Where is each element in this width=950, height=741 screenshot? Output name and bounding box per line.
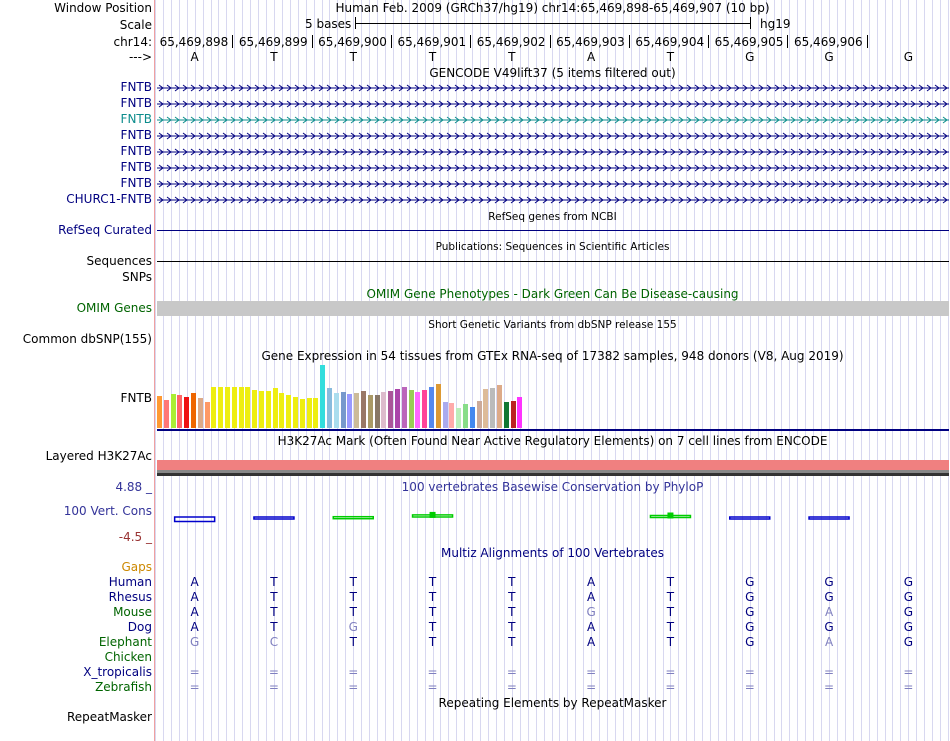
reference-base: G [745, 50, 755, 64]
multiz-track-title: Multiz Alignments of 100 Vertebrates [440, 546, 665, 560]
dbsnp-track-title: Short Genetic Variants from dbSNP release 155 [428, 319, 677, 331]
gencode-transcript-label[interactable]: FNTB [120, 128, 152, 142]
multiz-aligned-base: T [428, 605, 437, 619]
gencode-transcript-label[interactable]: FNTB [120, 112, 152, 126]
reference-base: T [349, 50, 357, 64]
phylop-score-peak [667, 513, 673, 519]
multiz-aligned-base: G [824, 620, 834, 634]
phylop-score-mark [254, 517, 294, 519]
multiz-aligned-base: = [506, 680, 517, 694]
omim-track-label[interactable]: OMIM Genes [76, 301, 152, 315]
multiz-aligned-base: T [349, 575, 357, 589]
multiz-species-label[interactable]: X_tropicalis [83, 665, 152, 679]
window-position-label: Window Position [54, 1, 152, 15]
multiz-aligned-base: = [744, 680, 755, 694]
multiz-aligned-base: A [587, 590, 596, 604]
multiz-aligned-base: T [270, 575, 278, 589]
phylop-min-label: -4.5 _ [118, 530, 152, 544]
multiz-species-label[interactable]: Elephant [98, 635, 152, 649]
h3k27ac-track-title: H3K27Ac Mark (Often Found Near Active Regulatory Elements) on 7 cell lines from ENCODE [277, 434, 828, 448]
multiz-species-label[interactable]: Human [108, 575, 152, 589]
multiz-aligned-base: T [508, 575, 516, 589]
multiz-aligned-base: G [745, 635, 755, 649]
phylop-score-mark [809, 517, 849, 519]
multiz-aligned-base: = [268, 665, 279, 679]
multiz-aligned-base: T [508, 635, 516, 649]
multiz-aligned-base: A [190, 605, 199, 619]
multiz-aligned-base: A [587, 620, 596, 634]
phylop-score-mark [333, 517, 373, 519]
multiz-aligned-base: G [586, 605, 596, 619]
multiz-aligned-base: A [190, 620, 199, 634]
snps-track-label[interactable]: SNPs [122, 270, 152, 284]
reference-base: A [587, 50, 596, 64]
multiz-aligned-base: G [903, 590, 913, 604]
multiz-species-label[interactable]: Chicken [104, 650, 152, 664]
multiz-aligned-base: G [745, 590, 755, 604]
multiz-aligned-base: A [587, 635, 596, 649]
coordinate-label: 65,469,905 [714, 35, 784, 49]
multiz-aligned-base: = [506, 665, 517, 679]
multiz-aligned-base: T [270, 590, 278, 604]
multiz-aligned-base: G [824, 575, 834, 589]
coordinate-label: 65,469,901 [397, 35, 467, 49]
chrom-label: chr14: [113, 35, 152, 49]
multiz-aligned-base: G [903, 575, 913, 589]
scale-db: hg19 [760, 17, 791, 31]
dbsnp-track-label[interactable]: Common dbSNP(155) [22, 332, 152, 346]
multiz-aligned-base: G [745, 605, 755, 619]
multiz-aligned-base: T [666, 620, 675, 634]
multiz-aligned-base: = [348, 680, 359, 694]
multiz-aligned-base: T [666, 575, 675, 589]
multiz-aligned-base: T [666, 635, 675, 649]
multiz-aligned-base: A [190, 575, 199, 589]
multiz-aligned-base: = [903, 680, 914, 694]
multiz-aligned-base: A [824, 605, 834, 619]
multiz-aligned-base: G [903, 635, 913, 649]
gencode-track-title: GENCODE V49lift37 (5 items filtered out) [429, 66, 676, 80]
phylop-score-mark [175, 517, 215, 522]
multiz-aligned-base: T [428, 620, 437, 634]
multiz-aligned-base: G [189, 635, 200, 649]
multiz-aligned-base: G [903, 605, 913, 619]
multiz-aligned-base: T [349, 590, 357, 604]
gencode-transcript-label[interactable]: FNTB [120, 144, 152, 158]
multiz-aligned-base: G [348, 620, 358, 634]
multiz-aligned-base: = [189, 680, 200, 694]
reference-base: G [824, 50, 834, 64]
multiz-gaps-label: Gaps [121, 560, 152, 574]
multiz-aligned-base: T [349, 635, 357, 649]
gencode-transcript-label[interactable]: FNTB [120, 96, 152, 110]
scale-text: 5 bases [305, 17, 352, 31]
coordinate-label: 65,469,898 [159, 35, 229, 49]
multiz-aligned-base: T [508, 605, 516, 619]
repeatmasker-track-title: Repeating Elements by RepeatMasker [438, 696, 667, 710]
multiz-aligned-base: = [348, 665, 359, 679]
phylop-track-label[interactable]: 100 Vert. Cons [63, 504, 152, 518]
multiz-aligned-base: = [665, 680, 676, 694]
phylop-score-mark [730, 517, 770, 519]
multiz-aligned-base: = [189, 665, 200, 679]
coordinate-label: 65,469,906 [793, 35, 863, 49]
multiz-species-label[interactable]: Mouse [113, 605, 152, 619]
gencode-transcript-label[interactable]: CHURC1-FNTB [66, 192, 152, 206]
scale-label: Scale [119, 18, 152, 32]
reference-base: T [666, 50, 675, 64]
multiz-aligned-base: A [587, 575, 596, 589]
multiz-aligned-base: = [824, 665, 835, 679]
multiz-aligned-base: T [270, 620, 278, 634]
reference-base: A [190, 50, 199, 64]
multiz-aligned-base: G [903, 620, 913, 634]
h3k27ac-track-label[interactable]: Layered H3K27Ac [45, 449, 152, 463]
multiz-aligned-base: T [666, 590, 675, 604]
multiz-aligned-base: T [666, 605, 675, 619]
gtex-track-label[interactable]: FNTB [120, 391, 152, 405]
publications-track-title: Publications: Sequences in Scientific Articles [435, 241, 670, 253]
reference-base: T [428, 50, 437, 64]
assembly-title: Human Feb. 2009 (GRCh37/hg19) chr14:65,469,898-65,469,907 (10 bp) [335, 1, 770, 15]
multiz-aligned-base: A [824, 635, 834, 649]
multiz-aligned-base: = [586, 665, 597, 679]
multiz-aligned-base: A [190, 590, 199, 604]
multiz-aligned-base: = [665, 665, 676, 679]
multiz-aligned-base: T [270, 605, 278, 619]
refseq-track-label[interactable]: RefSeq Curated [58, 223, 152, 237]
reference-base: T [270, 50, 278, 64]
coordinate-label: 65,469,902 [476, 35, 546, 49]
multiz-aligned-base: = [744, 665, 755, 679]
multiz-species-label[interactable]: Zebrafish [95, 680, 152, 694]
reference-base: G [903, 50, 913, 64]
gencode-transcript-label[interactable]: FNTB [120, 176, 152, 190]
multiz-aligned-base: T [428, 575, 437, 589]
coordinate-label: 65,469,903 [556, 35, 625, 49]
multiz-species-label[interactable]: Dog [127, 620, 152, 634]
gencode-transcript-label[interactable]: FNTB [120, 80, 152, 94]
multiz-aligned-base: = [586, 680, 597, 694]
phylop-track-title: 100 vertebrates Basewise Conservation by PhyloP [401, 480, 704, 494]
omim-track-title: OMIM Gene Phenotypes - Dark Green Can Be Disease-causing [366, 287, 739, 301]
gencode-transcript-label[interactable]: FNTB [120, 160, 152, 174]
multiz-aligned-base: T [508, 620, 516, 634]
strand-label: ---> [128, 50, 152, 64]
multiz-aligned-base: = [427, 665, 438, 679]
multiz-aligned-base: = [268, 680, 279, 694]
multiz-aligned-base: T [349, 605, 357, 619]
multiz-aligned-base: G [824, 590, 834, 604]
multiz-species-label[interactable]: Rhesus [108, 590, 152, 604]
phylop-max-label: 4.88 _ [115, 480, 152, 494]
coordinate-label: 65,469,900 [318, 35, 387, 49]
multiz-aligned-base: = [824, 680, 835, 694]
refseq-track-title: RefSeq genes from NCBI [488, 211, 617, 223]
multiz-aligned-base: G [745, 620, 755, 634]
coordinate-label: 65,469,899 [238, 35, 308, 49]
multiz-aligned-base: C [269, 635, 279, 649]
multiz-aligned-base: G [745, 575, 755, 589]
multiz-aligned-base: T [508, 590, 516, 604]
multiz-aligned-base: T [428, 590, 437, 604]
gtex-track-title: Gene Expression in 54 tissues from GTEx RNA-seq of 17382 samples, 948 donors (V8, Aug 2019) [261, 349, 844, 363]
multiz-aligned-base: = [903, 665, 914, 679]
coordinate-label: 65,469,904 [635, 35, 705, 49]
multiz-aligned-base: T [428, 635, 437, 649]
multiz-aligned-base: = [427, 680, 438, 694]
phylop-score-peak [430, 512, 436, 518]
repeatmasker-track-label[interactable]: RepeatMasker [66, 710, 152, 724]
publications-track-label[interactable]: Sequences [86, 254, 152, 268]
reference-base: T [508, 50, 516, 64]
